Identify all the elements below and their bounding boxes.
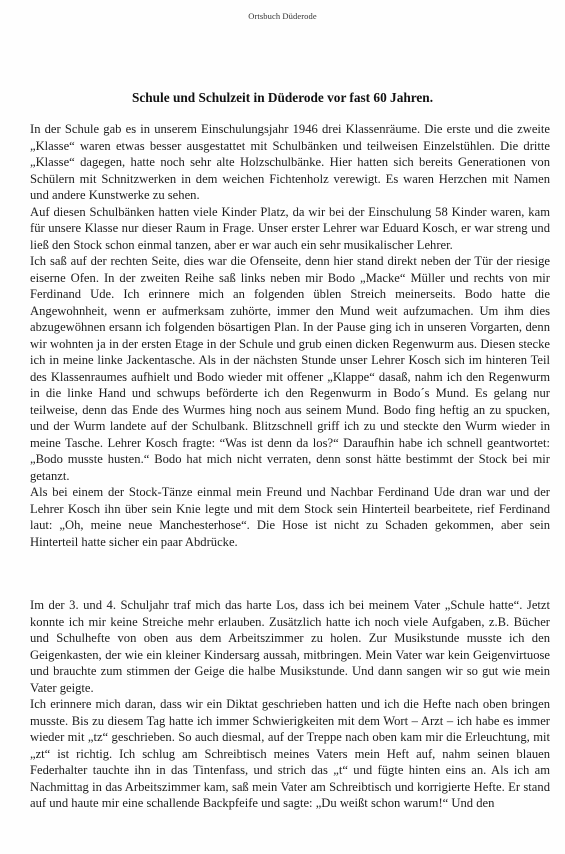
paragraph: Im der 3. und 4. Schuljahr traf mich das harte Los, dass ich bei meinem Vater „Schule hatte“. Jetzt konnte ich mir keine Streiche mehr erlauben. Zusätzlich hatte ich noch viele Aufgaben, z.B. Bücher und Schulhefte von oben aus dem Arbeitszimmer zu holen. Zur Musikstunde musste ich den Geigenkasten, der wie ein kleiner Kindersarg aussah, mitbringen. Mein Vater war kein Geigenvirtuose und brauchte zum stimmen der Geige die halbe Musikstunde. Und dann sangen wir so gut wie mein Vater geigte.: [30, 598, 550, 695]
paragraph: Ich erinnere mich daran, dass wir ein Diktat geschrieben hatten und ich die Hefte nach oben bringen musste. Bis zu diesem Tag hatte ich immer Schwierigkeiten mit dem Wort – Arzt – ich habe es immer wieder mit „tz“ geschrieben. So auch diesmal, auf der Treppe nach oben kam mir die Erleuchtung, mit „zt“ ist richtig. Ich schlug am Schreibtisch meines Vaters mein Heft auf, nahm seinen blauen Federhalter tauchte ihn in das Tintenfass, und strich das „t“ und fügte hinten eins an. Als ich am Nachmittag in das Arbeitszimmer kam, saß mein Vater am Schreibtisch und korrigierte Hefte. Er stand auf und haute mir eine schallende Backpfeife und sagte: „Du weißt schon warum!“ Und den: [30, 697, 550, 810]
section-third-fourth-year: [30, 597, 550, 812]
paragraph: In der Schule gab es in unserem Einschulungsjahr 1946 drei Klassenräume. Die erste und die zweite „Klasse“ waren etwas besser ausgestattet mit Schulbänken und teilweisen Einzelstühlen. Die dritte „Klasse“ dagegen, hatte noch sehr alte Holzschulbänke. Hier hatten sich bereits Generationen von Schülern mit Schnitzwerken in dem weichen Fichtenholz verewigt. Es waren Herzchen mit Namen und andere Kunstwerke zu sehen.: [30, 122, 550, 202]
paragraph: Auf diesen Schulbänken hatten viele Kinder Platz, da wir bei der Einschulung 58 Kinder waren, kam für unsere Klasse nur dieser Raum in Frage. Unser erster Lehrer war Eduard Kosch, er war streng und ließ den Stock schon einmal tanzen, aber er war auch ein sehr musikalischer Lehrer.: [30, 204, 550, 252]
document-title: Schule und Schulzeit in Düderode vor fast 60 Jahren.: [131, 90, 434, 105]
running-header: Ortsbuch Düderode: [248, 11, 317, 21]
paragraph: Ich saß auf der rechten Seite, dies war die Ofenseite, denn hier stand direkt neben der Tür der riesige eiserne Ofen. In der zweiten Reihe saß links neben mir Bodo „Macke“ Müller und rechts von mir Ferdinand Ude. Ich erinnere mich an folgenden üblen Streich meinerseits. Bodo hatte die Angewohnheit, wenn er aufmerksam zuhörte, immer den Mund weit aufzumachen. Um ihm dies abzugewöhnen ersann ich folgenden bösartigen Plan. In der Pause ging ich in unseren Vorgarten, denn wir wohnten ja in der ersten Etage in der Schule und grub einen dicken Regenwurm aus. Diesen stecke ich in meine linke Jackentasche. Als in der nächsten Stunde unser Lehrer Kosch sich im hinteren Teil des Klassenraumes aufhielt und Bodo wieder mit offener „Klappe“ dasaß, nahm ich den Regenwurm in die linke Hand und schwups beförderte ich den Regenwurm in Bodo´s Mund. Es gelang nur teilweise, denn das Ende des Wurmes hing noch aus seinem Mund. Bodo fing heftig an zu spucken, und der Wurm landete auf der Schulbank. Blitzschnell griff ich zu und steckte den Wurm wieder in meine Tasche. Lehrer Kosch fragte: “Was ist denn da los?“ Daraufhin habe ich schnell geantwortet: „Bodo musste husten.“ Bodo hat mich nicht verraten, denn sonst hätte bestimmt der Stock bei mir getanzt.: [30, 254, 550, 483]
paragraph: Als bei einem der Stock-Tänze einmal mein Freund und Nachbar Ferdinand Ude dran war und der Lehrer Kosch ihn über sein Knie legte und mit dem Stock sein Hinterteil bearbeitete, rief Ferdinand laut: „Oh, meine neue Manchesterhose“. Die Hose ist nicht zu Schaden gekommen, aber sein Hinterteil hatte sicher ein paar Abdrücke.: [30, 485, 550, 549]
section-first-years: [30, 121, 550, 550]
